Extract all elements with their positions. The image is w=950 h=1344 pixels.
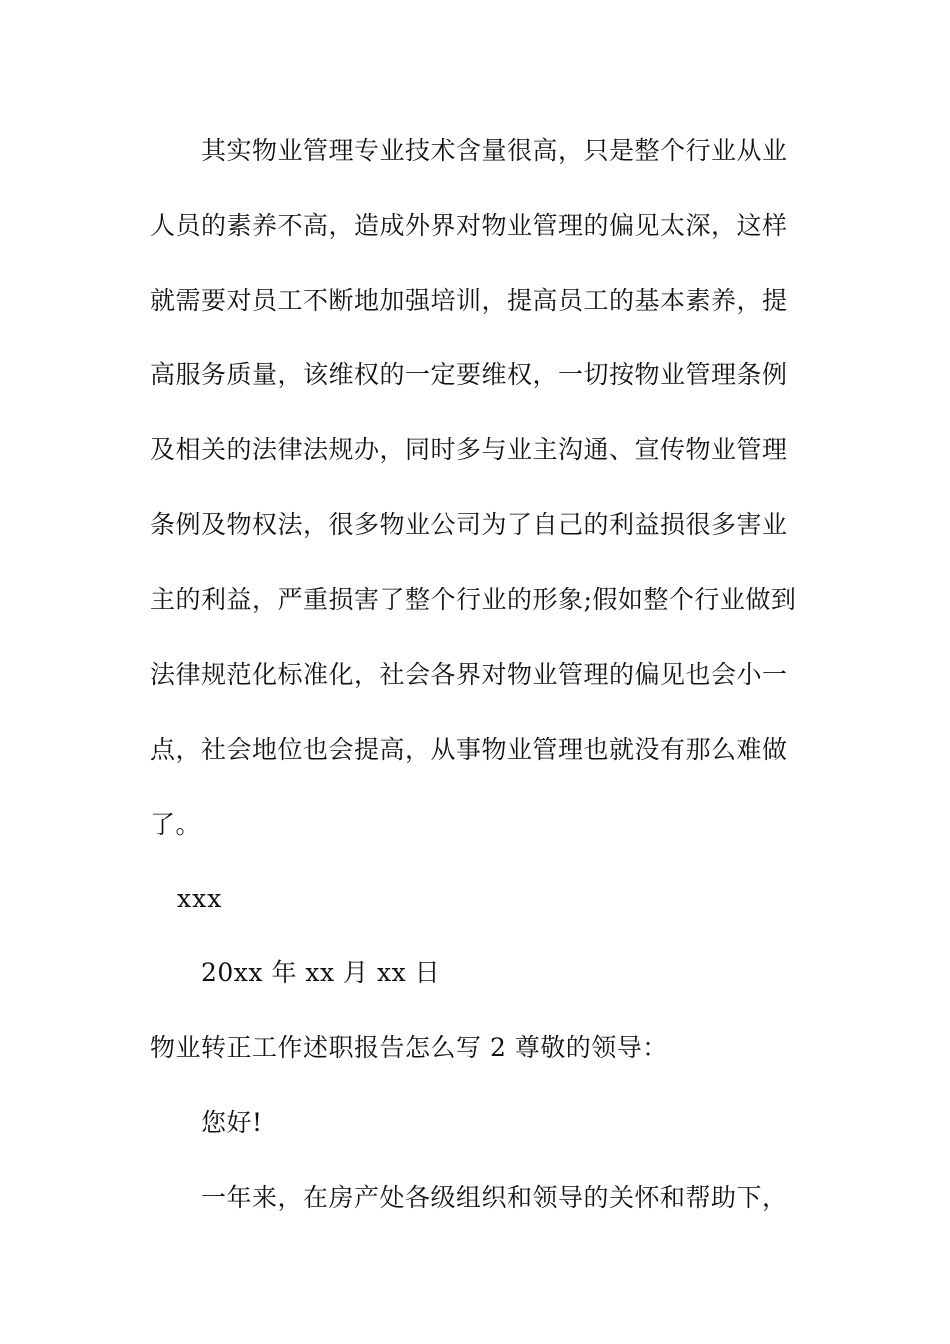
paragraph-line: 就需要对员工不断地加强培训，提高员工的基本素养，提 xyxy=(150,286,788,315)
signature-name: xxx xyxy=(177,884,223,913)
paragraph-line: 了。 xyxy=(150,810,202,839)
paragraph-line: 法律规范化标准化，社会各界对物业管理的偏见也会小一 xyxy=(150,660,788,689)
signature-date: 20xx 年 xx 月 xx 日 xyxy=(201,958,441,987)
paragraph-line: 点，社会地位也会提高，从事物业管理也就没有那么难做 xyxy=(150,735,788,764)
greeting: 您好! xyxy=(201,1108,263,1137)
paragraph-line: 主的利益，严重损害了整个行业的形象;假如整个行业做到 xyxy=(150,585,797,614)
paragraph-line: 及相关的法律法规办，同时多与业主沟通、宣传物业管理 xyxy=(150,435,788,464)
paragraph-line: 一年来，在房产处各级组织和领导的关怀和帮助下， xyxy=(201,1183,788,1212)
paragraph-line: 高服务质量，该维权的一定要维权，一切按物业管理条例 xyxy=(150,360,788,389)
paragraph-line: 人员的素养不高，造成外界对物业管理的偏见太深，这样 xyxy=(150,211,788,240)
section-heading: 物业转正工作述职报告怎么写 2 尊敬的领导： xyxy=(150,1033,668,1062)
paragraph-line: 其实物业管理专业技术含量很高，只是整个行业从业 xyxy=(201,136,788,165)
paragraph-line: 条例及物权法，很多物业公司为了自己的利益损很多害业 xyxy=(150,510,788,539)
